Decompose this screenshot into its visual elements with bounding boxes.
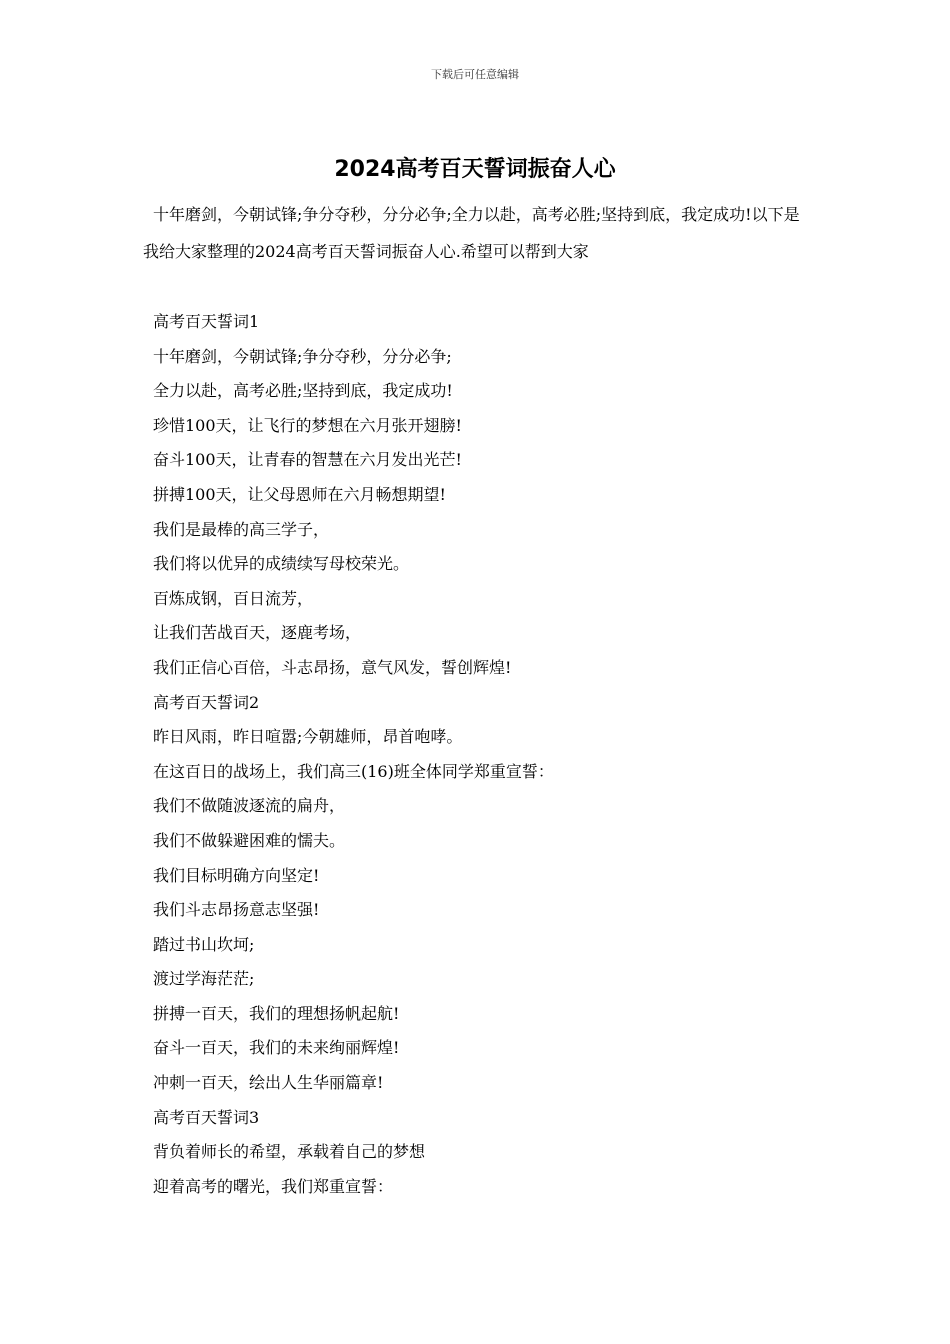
- line-item: 我们是最棒的高三学子，: [153, 519, 330, 539]
- line-item: 百炼成钢，百日流芳，: [153, 588, 314, 608]
- line-item: 我们不做躲避困难的懦夫。: [153, 830, 346, 850]
- line-item: 奋斗100天，让青春的智慧在六月发出光芒!: [153, 450, 462, 470]
- line-item: 奋斗一百天，我们的未来绚丽辉煌!: [153, 1038, 400, 1058]
- line-item: 冲刺一百天，绘出人生华丽篇章!: [153, 1073, 384, 1093]
- line-item: 全力以赴，高考必胜;坚持到底，我定成功!: [153, 381, 453, 401]
- header-note: 下载后可任意编辑: [431, 68, 519, 81]
- oath-lines: [153, 305, 813, 1204]
- line-item: 我们斗志昂扬意志坚强!: [153, 900, 320, 920]
- line-item: 高考百天誓词3: [153, 1107, 260, 1127]
- line-item: 拼搏100天，让父母恩师在六月畅想期望!: [153, 484, 446, 504]
- line-item: 踏过书山坎坷;: [153, 934, 255, 954]
- line-item: 背负着师长的希望，承载着自己的梦想: [153, 1142, 426, 1162]
- line-item: 迎着高考的曙光，我们郑重宣誓：: [153, 1176, 394, 1196]
- document-title: 2024高考百天誓词振奋人心: [334, 157, 616, 182]
- line-item: 高考百天誓词2: [153, 692, 260, 712]
- line-item: 我们不做随波逐流的扁舟，: [153, 796, 346, 816]
- line-item: 我们目标明确方向坚定!: [153, 865, 320, 885]
- line-item: 我们正信心百倍，斗志昂扬，意气风发，誓创辉煌!: [153, 657, 512, 677]
- line-item: 渡过学海茫茫;: [153, 969, 255, 989]
- line-item: 昨日风雨，昨日喧嚣;今朝雄师，昂首咆哮。: [153, 727, 463, 747]
- line-item: 我们将以优异的成绩续写母校荣光。: [153, 554, 410, 574]
- line-item: 在这百日的战场上，我们高三(16)班全体同学郑重宣誓：: [153, 761, 554, 781]
- line-item: 让我们苦战百天，逐鹿考场，: [153, 623, 362, 643]
- line-item: 珍惜100天，让飞行的梦想在六月张开翅膀!: [153, 415, 462, 435]
- line-item: 十年磨剑，今朝试锋;争分夺秒，分分必争;: [153, 346, 452, 366]
- line-item: 拼搏一百天，我们的理想扬帆起航!: [153, 1003, 400, 1023]
- intro-paragraph: 十年磨剑，今朝试锋;争分夺秒，分分必争;全力以赴，高考必胜;坚持到底，我定成功!以下是我给大家整理的2024高考百天誓词振奋人心.希望可以帮到大家: [143, 205, 800, 261]
- line-item: 高考百天誓词1: [153, 312, 260, 331]
